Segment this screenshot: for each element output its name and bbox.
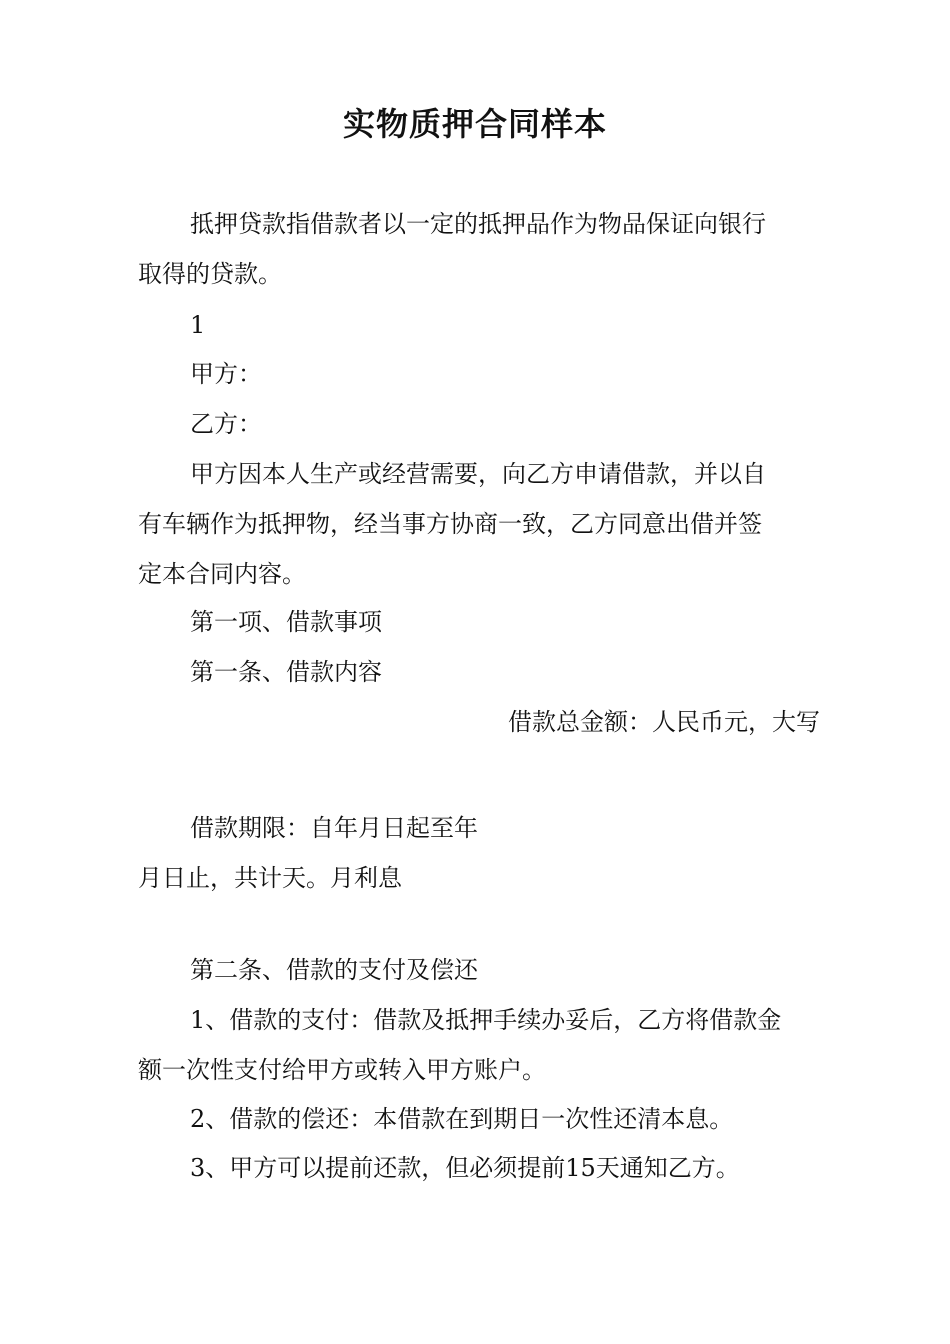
article-heading: 第二条、借款的支付及偿还: [190, 956, 478, 984]
paragraph-line: 定本合同内容。: [138, 560, 306, 588]
paragraph-line: 1: [190, 311, 206, 339]
clause-line: 1、借款的支付：借款及抵押手续办妥后，乙方将借款金: [190, 1006, 782, 1034]
article-heading: 第一条、借款内容: [190, 658, 382, 686]
party-a-label: 甲方：: [190, 360, 262, 388]
clause-line: 2、借款的偿还：本借款在到期日一次性还清本息。: [190, 1105, 734, 1133]
paragraph-line: 有车辆作为抵押物，经当事方协商一致，乙方同意出借并签: [138, 510, 762, 538]
paragraph-line: 甲方因本人生产或经营需要，向乙方申请借款，并以自: [190, 460, 766, 488]
paragraph-line: 抵押贷款指借款者以一定的抵押品作为物品保证向银行: [190, 210, 766, 238]
clause-line: 3、甲方可以提前还款，但必须提前15天通知乙方。: [190, 1154, 740, 1182]
loan-term-line: 借款期限：自年月日起至年: [190, 814, 478, 842]
document-title: 实物质押合同样本: [342, 105, 607, 143]
clause-line: 额一次性支付给甲方或转入甲方账户。: [138, 1056, 546, 1084]
loan-term-line: 月日止，共计天。月利息: [138, 864, 402, 892]
section-heading: 第一项、借款事项: [190, 608, 382, 636]
paragraph-line: 取得的贷款。: [138, 260, 282, 288]
party-b-label: 乙方：: [190, 410, 262, 438]
loan-amount-line: 借款总金额：人民币元，大写: [508, 708, 820, 736]
